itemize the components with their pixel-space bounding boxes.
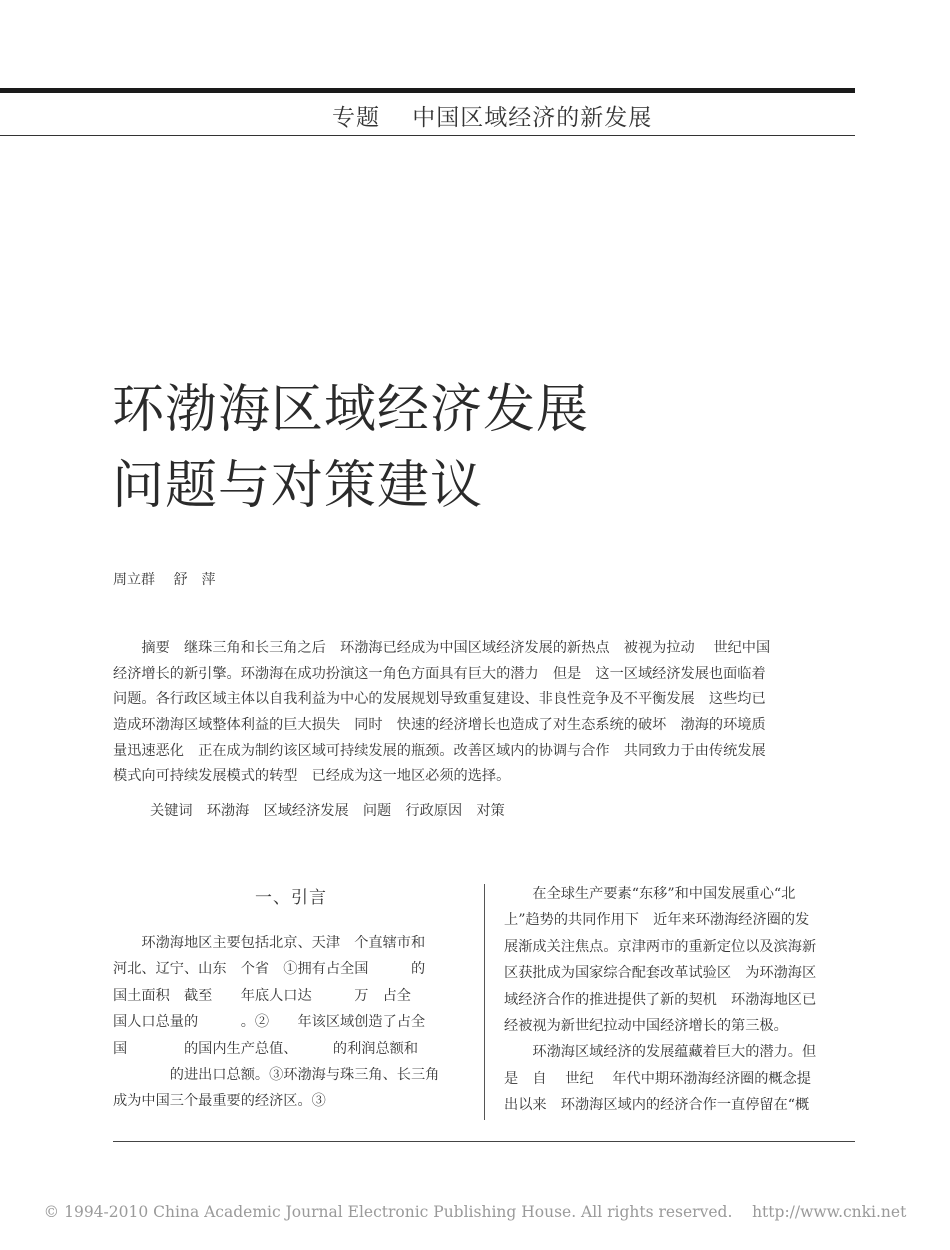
body-line: 环渤海区域经济的发展蕴藏着巨大的潜力。但 bbox=[504, 1044, 817, 1061]
abstract-line: 经济增长的新引擎。环渤海在成功扮演这一角色方面具有巨大的潜力 但是 这一区域经济发展也面临着 bbox=[113, 665, 766, 682]
copyright-footer: © 1994-2010 China Academic Journal Electronic Publishing House. All rights reserved. http://www.cnki.net bbox=[43, 1203, 907, 1221]
header-rule-thin bbox=[0, 135, 855, 136]
body-line: 河北、辽宁、山东 个省 ①拥有占全国 的 bbox=[113, 961, 426, 978]
body-line: 区获批成为国家综合配套改革试验区 为环渤海区 bbox=[504, 965, 817, 982]
body-line: 成为中国三个最重要的经济区。③ bbox=[113, 1093, 326, 1110]
body-line: 上”趋势的共同作用下 近年来环渤海经济圈的发 bbox=[504, 912, 810, 929]
body-line: 国人口总量的 。② 年该区域创造了占全 bbox=[113, 1014, 426, 1031]
abstract-line: 问题。各行政区域主体以自我利益为中心的发展规划导致重复建设、非良性竞争及不平衡发展 这些均已 bbox=[113, 691, 766, 708]
body-line: 展渐成关注焦点。京津两市的重新定位以及滨海新 bbox=[504, 938, 817, 955]
body-line: 的进出口总额。③环渤海与珠三角、长三角 bbox=[113, 1066, 440, 1083]
abstract bbox=[113, 636, 855, 790]
body-line: 国 的国内生产总值、 的利润总额和 bbox=[113, 1040, 419, 1057]
header-rule-thick bbox=[0, 88, 855, 93]
body-line: 是 自 世纪 年代中期环渤海经济圈的概念提 bbox=[504, 1070, 811, 1087]
bottom-rule bbox=[113, 1141, 855, 1142]
body-line: 环渤海地区主要包括北京、天津 个直辖市和 bbox=[113, 935, 426, 951]
title-line: 环渤海区域经济发展 bbox=[112, 380, 590, 440]
left-column bbox=[113, 930, 465, 1115]
body-line: 在全球生产要素“东移”和中国发展重心“北 bbox=[504, 886, 796, 902]
abstract-line: 摘要 继珠三角和长三角之后 环渤海已经成为中国区域经济发展的新热点 被视为拉动 世纪中国 bbox=[113, 640, 771, 656]
article-title bbox=[112, 372, 589, 524]
body-line: 国土面积 截至 年底人口达 万 占全 bbox=[113, 987, 411, 1004]
authors: 周立群 舒 萍 bbox=[113, 572, 216, 588]
title-line: 问题与对策建议 bbox=[112, 456, 484, 516]
section-header: 专题 中国区域经济的新发展 bbox=[332, 105, 653, 131]
abstract-line: 量迅速恶化 正在成为制约该区域可持续发展的瓶颈。改善区域内的协调与合作 共同致力于由传统发展 bbox=[113, 742, 766, 759]
body-line: 出以来 环渤海区域内的经济合作一直停留在“概 bbox=[504, 1097, 810, 1114]
body-line: 经被视为新世纪拉动中国经济增长的第三极。 bbox=[504, 1017, 788, 1034]
right-column bbox=[504, 881, 856, 1119]
column-divider bbox=[484, 884, 485, 1120]
abstract-line: 造成环渤海区域整体利益的巨大损失 同时 快速的经济增长也造成了对生态系统的破坏 渤海的环境质 bbox=[113, 717, 766, 734]
keywords: 关键词 环渤海 区域经济发展 问题 行政原因 对策 bbox=[150, 803, 505, 819]
section-heading: 一、引言 bbox=[255, 888, 327, 908]
abstract-line: 模式向可持续发展模式的转型 已经成为这一地区必须的选择。 bbox=[113, 768, 511, 785]
body-line: 域经济合作的推进提供了新的契机 环渤海地区已 bbox=[504, 991, 817, 1008]
